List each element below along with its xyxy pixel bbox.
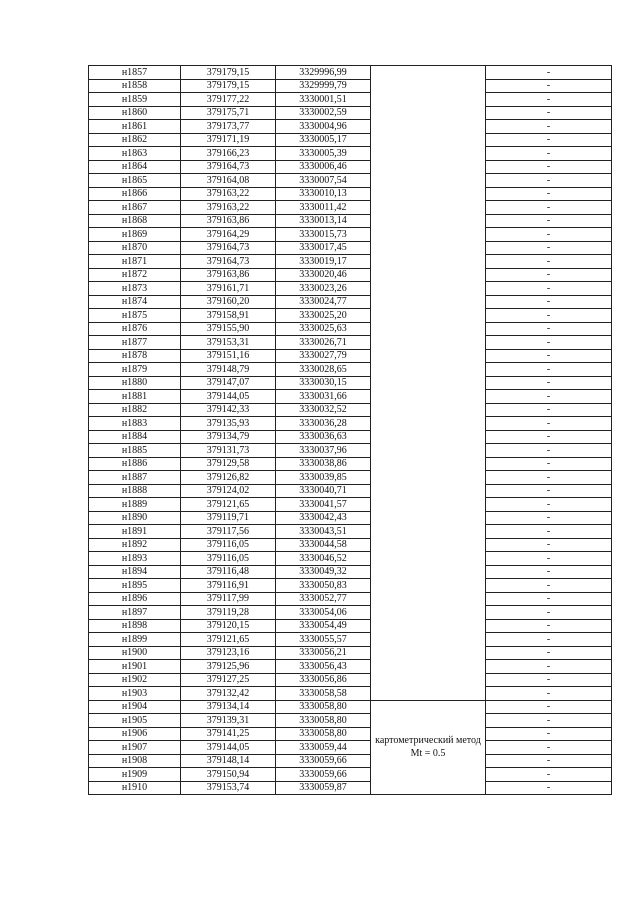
point-id-cell: н1883 [89, 417, 181, 431]
value-cell: - [486, 363, 612, 377]
table-row [89, 174, 612, 188]
point-id-cell: н1900 [89, 646, 181, 660]
table-row [89, 538, 612, 552]
x-coordinate-cell: 379117,56 [181, 525, 276, 539]
table-row [89, 309, 612, 323]
table-row [89, 552, 612, 566]
value-cell: - [486, 592, 612, 606]
y-coordinate-cell: 3330015,73 [276, 228, 371, 242]
y-coordinate-cell: 3330024,77 [276, 295, 371, 309]
value-cell: - [486, 687, 612, 701]
table-row [89, 660, 612, 674]
y-coordinate-cell: 3330059,66 [276, 768, 371, 782]
point-id-cell: н1866 [89, 187, 181, 201]
value-cell: - [486, 700, 612, 714]
table-row [89, 282, 612, 296]
table-row [89, 430, 612, 444]
y-coordinate-cell: 3330043,51 [276, 525, 371, 539]
x-coordinate-cell: 379144,05 [181, 741, 276, 755]
value-cell: - [486, 376, 612, 390]
y-coordinate-cell: 3330006,46 [276, 160, 371, 174]
table-row [89, 768, 612, 782]
y-coordinate-cell: 3330011,42 [276, 201, 371, 215]
y-coordinate-cell: 3330042,43 [276, 511, 371, 525]
y-coordinate-cell: 3330055,57 [276, 633, 371, 647]
value-cell: - [486, 781, 612, 795]
table-row [89, 79, 612, 93]
table-row [89, 214, 612, 228]
point-id-cell: н1893 [89, 552, 181, 566]
y-coordinate-cell: 3330058,80 [276, 727, 371, 741]
point-id-cell: н1890 [89, 511, 181, 525]
y-coordinate-cell: 3330013,14 [276, 214, 371, 228]
table-row [89, 268, 612, 282]
value-cell: - [486, 484, 612, 498]
y-coordinate-cell: 3330026,71 [276, 336, 371, 350]
value-cell: - [486, 741, 612, 755]
value-cell: - [486, 727, 612, 741]
point-id-cell: н1906 [89, 727, 181, 741]
x-coordinate-cell: 379116,05 [181, 552, 276, 566]
table-row [89, 201, 612, 215]
table-row [89, 295, 612, 309]
point-id-cell: н1904 [89, 700, 181, 714]
table-row [89, 714, 612, 728]
table-row [89, 66, 612, 80]
point-id-cell: н1868 [89, 214, 181, 228]
y-coordinate-cell: 3330005,17 [276, 133, 371, 147]
x-coordinate-cell: 379132,42 [181, 687, 276, 701]
y-coordinate-cell: 3330036,28 [276, 417, 371, 431]
y-coordinate-cell: 3330036,63 [276, 430, 371, 444]
x-coordinate-cell: 379135,93 [181, 417, 276, 431]
point-id-cell: н1880 [89, 376, 181, 390]
x-coordinate-cell: 379119,28 [181, 606, 276, 620]
value-cell: - [486, 565, 612, 579]
x-coordinate-cell: 379148,79 [181, 363, 276, 377]
x-coordinate-cell: 379147,07 [181, 376, 276, 390]
x-coordinate-cell: 379116,91 [181, 579, 276, 593]
point-id-cell: н1859 [89, 93, 181, 107]
x-coordinate-cell: 379175,71 [181, 106, 276, 120]
value-cell: - [486, 106, 612, 120]
y-coordinate-cell: 3330041,57 [276, 498, 371, 512]
value-cell: - [486, 295, 612, 309]
y-coordinate-cell: 3330025,20 [276, 309, 371, 323]
x-coordinate-cell: 379129,58 [181, 457, 276, 471]
table-row [89, 187, 612, 201]
x-coordinate-cell: 379177,22 [181, 93, 276, 107]
table-row [89, 484, 612, 498]
x-coordinate-cell: 379164,08 [181, 174, 276, 188]
value-cell: - [486, 160, 612, 174]
x-coordinate-cell: 379164,29 [181, 228, 276, 242]
table-row [89, 93, 612, 107]
x-coordinate-cell: 379124,02 [181, 484, 276, 498]
y-coordinate-cell: 3330052,77 [276, 592, 371, 606]
y-coordinate-cell: 3330007,54 [276, 174, 371, 188]
value-cell: - [486, 471, 612, 485]
table-row [89, 673, 612, 687]
y-coordinate-cell: 3330038,86 [276, 457, 371, 471]
value-cell: - [486, 660, 612, 674]
table-row [89, 376, 612, 390]
point-id-cell: н1892 [89, 538, 181, 552]
point-id-cell: н1898 [89, 619, 181, 633]
x-coordinate-cell: 379161,71 [181, 282, 276, 296]
table-row [89, 754, 612, 768]
table-row [89, 255, 612, 269]
y-coordinate-cell: 3330031,66 [276, 390, 371, 404]
value-cell: - [486, 579, 612, 593]
value-cell: - [486, 606, 612, 620]
point-id-cell: н1865 [89, 174, 181, 188]
value-cell: - [486, 619, 612, 633]
table-row [89, 619, 612, 633]
y-coordinate-cell: 3330023,26 [276, 282, 371, 296]
y-coordinate-cell: 3330019,17 [276, 255, 371, 269]
x-coordinate-cell: 379116,48 [181, 565, 276, 579]
x-coordinate-cell: 379150,94 [181, 768, 276, 782]
x-coordinate-cell: 379173,77 [181, 120, 276, 134]
x-coordinate-cell: 379141,25 [181, 727, 276, 741]
value-cell: - [486, 646, 612, 660]
y-coordinate-cell: 3330001,51 [276, 93, 371, 107]
y-coordinate-cell: 3330020,46 [276, 268, 371, 282]
point-id-cell: н1901 [89, 660, 181, 674]
y-coordinate-cell: 3330059,66 [276, 754, 371, 768]
y-coordinate-cell: 3330005,39 [276, 147, 371, 161]
value-cell: - [486, 768, 612, 782]
point-id-cell: н1881 [89, 390, 181, 404]
value-cell: - [486, 282, 612, 296]
y-coordinate-cell: 3330058,58 [276, 687, 371, 701]
value-cell: - [486, 66, 612, 80]
y-coordinate-cell: 3330004,96 [276, 120, 371, 134]
table-row [89, 565, 612, 579]
value-cell: - [486, 214, 612, 228]
x-coordinate-cell: 379155,90 [181, 322, 276, 336]
value-cell: - [486, 430, 612, 444]
point-id-cell: н1873 [89, 282, 181, 296]
point-id-cell: н1876 [89, 322, 181, 336]
point-id-cell: н1858 [89, 79, 181, 93]
value-cell: - [486, 120, 612, 134]
point-id-cell: н1867 [89, 201, 181, 215]
table-row [89, 241, 612, 255]
value-cell: - [486, 390, 612, 404]
value-cell: - [486, 133, 612, 147]
value-cell: - [486, 241, 612, 255]
table-row [89, 403, 612, 417]
method-cell [371, 66, 486, 701]
point-id-cell: н1884 [89, 430, 181, 444]
x-coordinate-cell: 379160,20 [181, 295, 276, 309]
y-coordinate-cell: 3329996,99 [276, 66, 371, 80]
x-coordinate-cell: 379134,79 [181, 430, 276, 444]
value-cell: - [486, 417, 612, 431]
x-coordinate-cell: 379127,25 [181, 673, 276, 687]
x-coordinate-cell: 379164,73 [181, 241, 276, 255]
x-coordinate-cell: 379125,96 [181, 660, 276, 674]
point-id-cell: н1894 [89, 565, 181, 579]
point-id-cell: н1895 [89, 579, 181, 593]
point-id-cell: н1889 [89, 498, 181, 512]
value-cell: - [486, 754, 612, 768]
point-id-cell: н1885 [89, 444, 181, 458]
point-id-cell: н1874 [89, 295, 181, 309]
y-coordinate-cell: 3330002,59 [276, 106, 371, 120]
table-row [89, 781, 612, 795]
point-id-cell: н1872 [89, 268, 181, 282]
y-coordinate-cell: 3330056,86 [276, 673, 371, 687]
point-id-cell: н1875 [89, 309, 181, 323]
value-cell: - [486, 525, 612, 539]
table-row [89, 498, 612, 512]
x-coordinate-cell: 379148,14 [181, 754, 276, 768]
point-id-cell: н1863 [89, 147, 181, 161]
point-id-cell: н1869 [89, 228, 181, 242]
value-cell: - [486, 403, 612, 417]
x-coordinate-cell: 379121,65 [181, 498, 276, 512]
value-cell: - [486, 93, 612, 107]
x-coordinate-cell: 379151,16 [181, 349, 276, 363]
x-coordinate-cell: 379116,05 [181, 538, 276, 552]
table-row [89, 444, 612, 458]
point-id-cell: н1891 [89, 525, 181, 539]
table-row [89, 133, 612, 147]
table-row [89, 646, 612, 660]
value-cell: - [486, 714, 612, 728]
point-id-cell: н1905 [89, 714, 181, 728]
y-coordinate-cell: 3330028,65 [276, 363, 371, 377]
value-cell: - [486, 511, 612, 525]
point-id-cell: н1860 [89, 106, 181, 120]
value-cell: - [486, 336, 612, 350]
y-coordinate-cell: 3330058,80 [276, 700, 371, 714]
x-coordinate-cell: 379126,82 [181, 471, 276, 485]
x-coordinate-cell: 379163,22 [181, 201, 276, 215]
table-row [89, 322, 612, 336]
table-row [89, 727, 612, 741]
value-cell: - [486, 201, 612, 215]
table-row [89, 606, 612, 620]
x-coordinate-cell: 379164,73 [181, 255, 276, 269]
point-id-cell: н1888 [89, 484, 181, 498]
table-row [89, 579, 612, 593]
point-id-cell: н1879 [89, 363, 181, 377]
point-id-cell: н1886 [89, 457, 181, 471]
x-coordinate-cell: 379163,86 [181, 214, 276, 228]
point-id-cell: н1896 [89, 592, 181, 606]
table-row [89, 417, 612, 431]
value-cell: - [486, 147, 612, 161]
value-cell: - [486, 79, 612, 93]
x-coordinate-cell: 379139,31 [181, 714, 276, 728]
table-row [89, 525, 612, 539]
point-id-cell: н1908 [89, 754, 181, 768]
x-coordinate-cell: 379179,15 [181, 66, 276, 80]
point-id-cell: н1857 [89, 66, 181, 80]
x-coordinate-cell: 379121,65 [181, 633, 276, 647]
point-id-cell: н1871 [89, 255, 181, 269]
table-row [89, 120, 612, 134]
x-coordinate-cell: 379164,73 [181, 160, 276, 174]
table-row [89, 687, 612, 701]
x-coordinate-cell: 379166,23 [181, 147, 276, 161]
x-coordinate-cell: 379158,91 [181, 309, 276, 323]
x-coordinate-cell: 379144,05 [181, 390, 276, 404]
y-coordinate-cell: 3330054,06 [276, 606, 371, 620]
value-cell: - [486, 538, 612, 552]
point-id-cell: н1862 [89, 133, 181, 147]
point-id-cell: н1861 [89, 120, 181, 134]
table-row [89, 228, 612, 242]
y-coordinate-cell: 3329999,79 [276, 79, 371, 93]
y-coordinate-cell: 3330025,63 [276, 322, 371, 336]
table-row [89, 147, 612, 161]
point-id-cell: н1902 [89, 673, 181, 687]
x-coordinate-cell: 379119,71 [181, 511, 276, 525]
x-coordinate-cell: 379171,19 [181, 133, 276, 147]
y-coordinate-cell: 3330050,83 [276, 579, 371, 593]
y-coordinate-cell: 3330032,52 [276, 403, 371, 417]
x-coordinate-cell: 379142,33 [181, 403, 276, 417]
y-coordinate-cell: 3330030,15 [276, 376, 371, 390]
value-cell: - [486, 228, 612, 242]
y-coordinate-cell: 3330037,96 [276, 444, 371, 458]
y-coordinate-cell: 3330056,43 [276, 660, 371, 674]
point-id-cell: н1907 [89, 741, 181, 755]
value-cell: - [486, 349, 612, 363]
x-coordinate-cell: 379153,31 [181, 336, 276, 350]
y-coordinate-cell: 3330010,13 [276, 187, 371, 201]
y-coordinate-cell: 3330040,71 [276, 484, 371, 498]
y-coordinate-cell: 3330039,85 [276, 471, 371, 485]
x-coordinate-cell: 379179,15 [181, 79, 276, 93]
table-row [89, 592, 612, 606]
x-coordinate-cell: 379120,15 [181, 619, 276, 633]
point-id-cell: н1899 [89, 633, 181, 647]
x-coordinate-cell: 379117,99 [181, 592, 276, 606]
table-row [89, 633, 612, 647]
value-cell: - [486, 268, 612, 282]
point-id-cell: н1887 [89, 471, 181, 485]
y-coordinate-cell: 3330046,52 [276, 552, 371, 566]
value-cell: - [486, 552, 612, 566]
point-id-cell: н1909 [89, 768, 181, 782]
y-coordinate-cell: 3330058,80 [276, 714, 371, 728]
value-cell: - [486, 444, 612, 458]
table-row [89, 457, 612, 471]
point-id-cell: н1877 [89, 336, 181, 350]
point-id-cell: н1897 [89, 606, 181, 620]
y-coordinate-cell: 3330059,44 [276, 741, 371, 755]
table-row [89, 741, 612, 755]
x-coordinate-cell: 379163,22 [181, 187, 276, 201]
table-row [89, 363, 612, 377]
coordinates-table-body [89, 66, 612, 795]
value-cell: - [486, 309, 612, 323]
y-coordinate-cell: 3330054,49 [276, 619, 371, 633]
point-id-cell: н1870 [89, 241, 181, 255]
y-coordinate-cell: 3330049,32 [276, 565, 371, 579]
table-row [89, 336, 612, 350]
point-id-cell: н1882 [89, 403, 181, 417]
value-cell: - [486, 255, 612, 269]
table-row [89, 106, 612, 120]
value-cell: - [486, 673, 612, 687]
point-id-cell: н1878 [89, 349, 181, 363]
value-cell: - [486, 457, 612, 471]
value-cell: - [486, 322, 612, 336]
table-row [89, 511, 612, 525]
x-coordinate-cell: 379123,16 [181, 646, 276, 660]
y-coordinate-cell: 3330027,79 [276, 349, 371, 363]
x-coordinate-cell: 379134,14 [181, 700, 276, 714]
y-coordinate-cell: 3330056,21 [276, 646, 371, 660]
point-id-cell: н1903 [89, 687, 181, 701]
x-coordinate-cell: 379153,74 [181, 781, 276, 795]
x-coordinate-cell: 379131,73 [181, 444, 276, 458]
value-cell: - [486, 633, 612, 647]
y-coordinate-cell: 3330059,87 [276, 781, 371, 795]
value-cell: - [486, 187, 612, 201]
y-coordinate-cell: 3330044,58 [276, 538, 371, 552]
x-coordinate-cell: 379163,86 [181, 268, 276, 282]
table-row [89, 160, 612, 174]
table-row [89, 349, 612, 363]
point-id-cell: н1910 [89, 781, 181, 795]
coordinates-table [88, 65, 612, 795]
value-cell: - [486, 174, 612, 188]
value-cell: - [486, 498, 612, 512]
method-cell: картометрический метод Mt = 0.5 [371, 700, 486, 795]
table-row [89, 700, 612, 714]
y-coordinate-cell: 3330017,45 [276, 241, 371, 255]
table-row [89, 390, 612, 404]
table-row [89, 471, 612, 485]
point-id-cell: н1864 [89, 160, 181, 174]
